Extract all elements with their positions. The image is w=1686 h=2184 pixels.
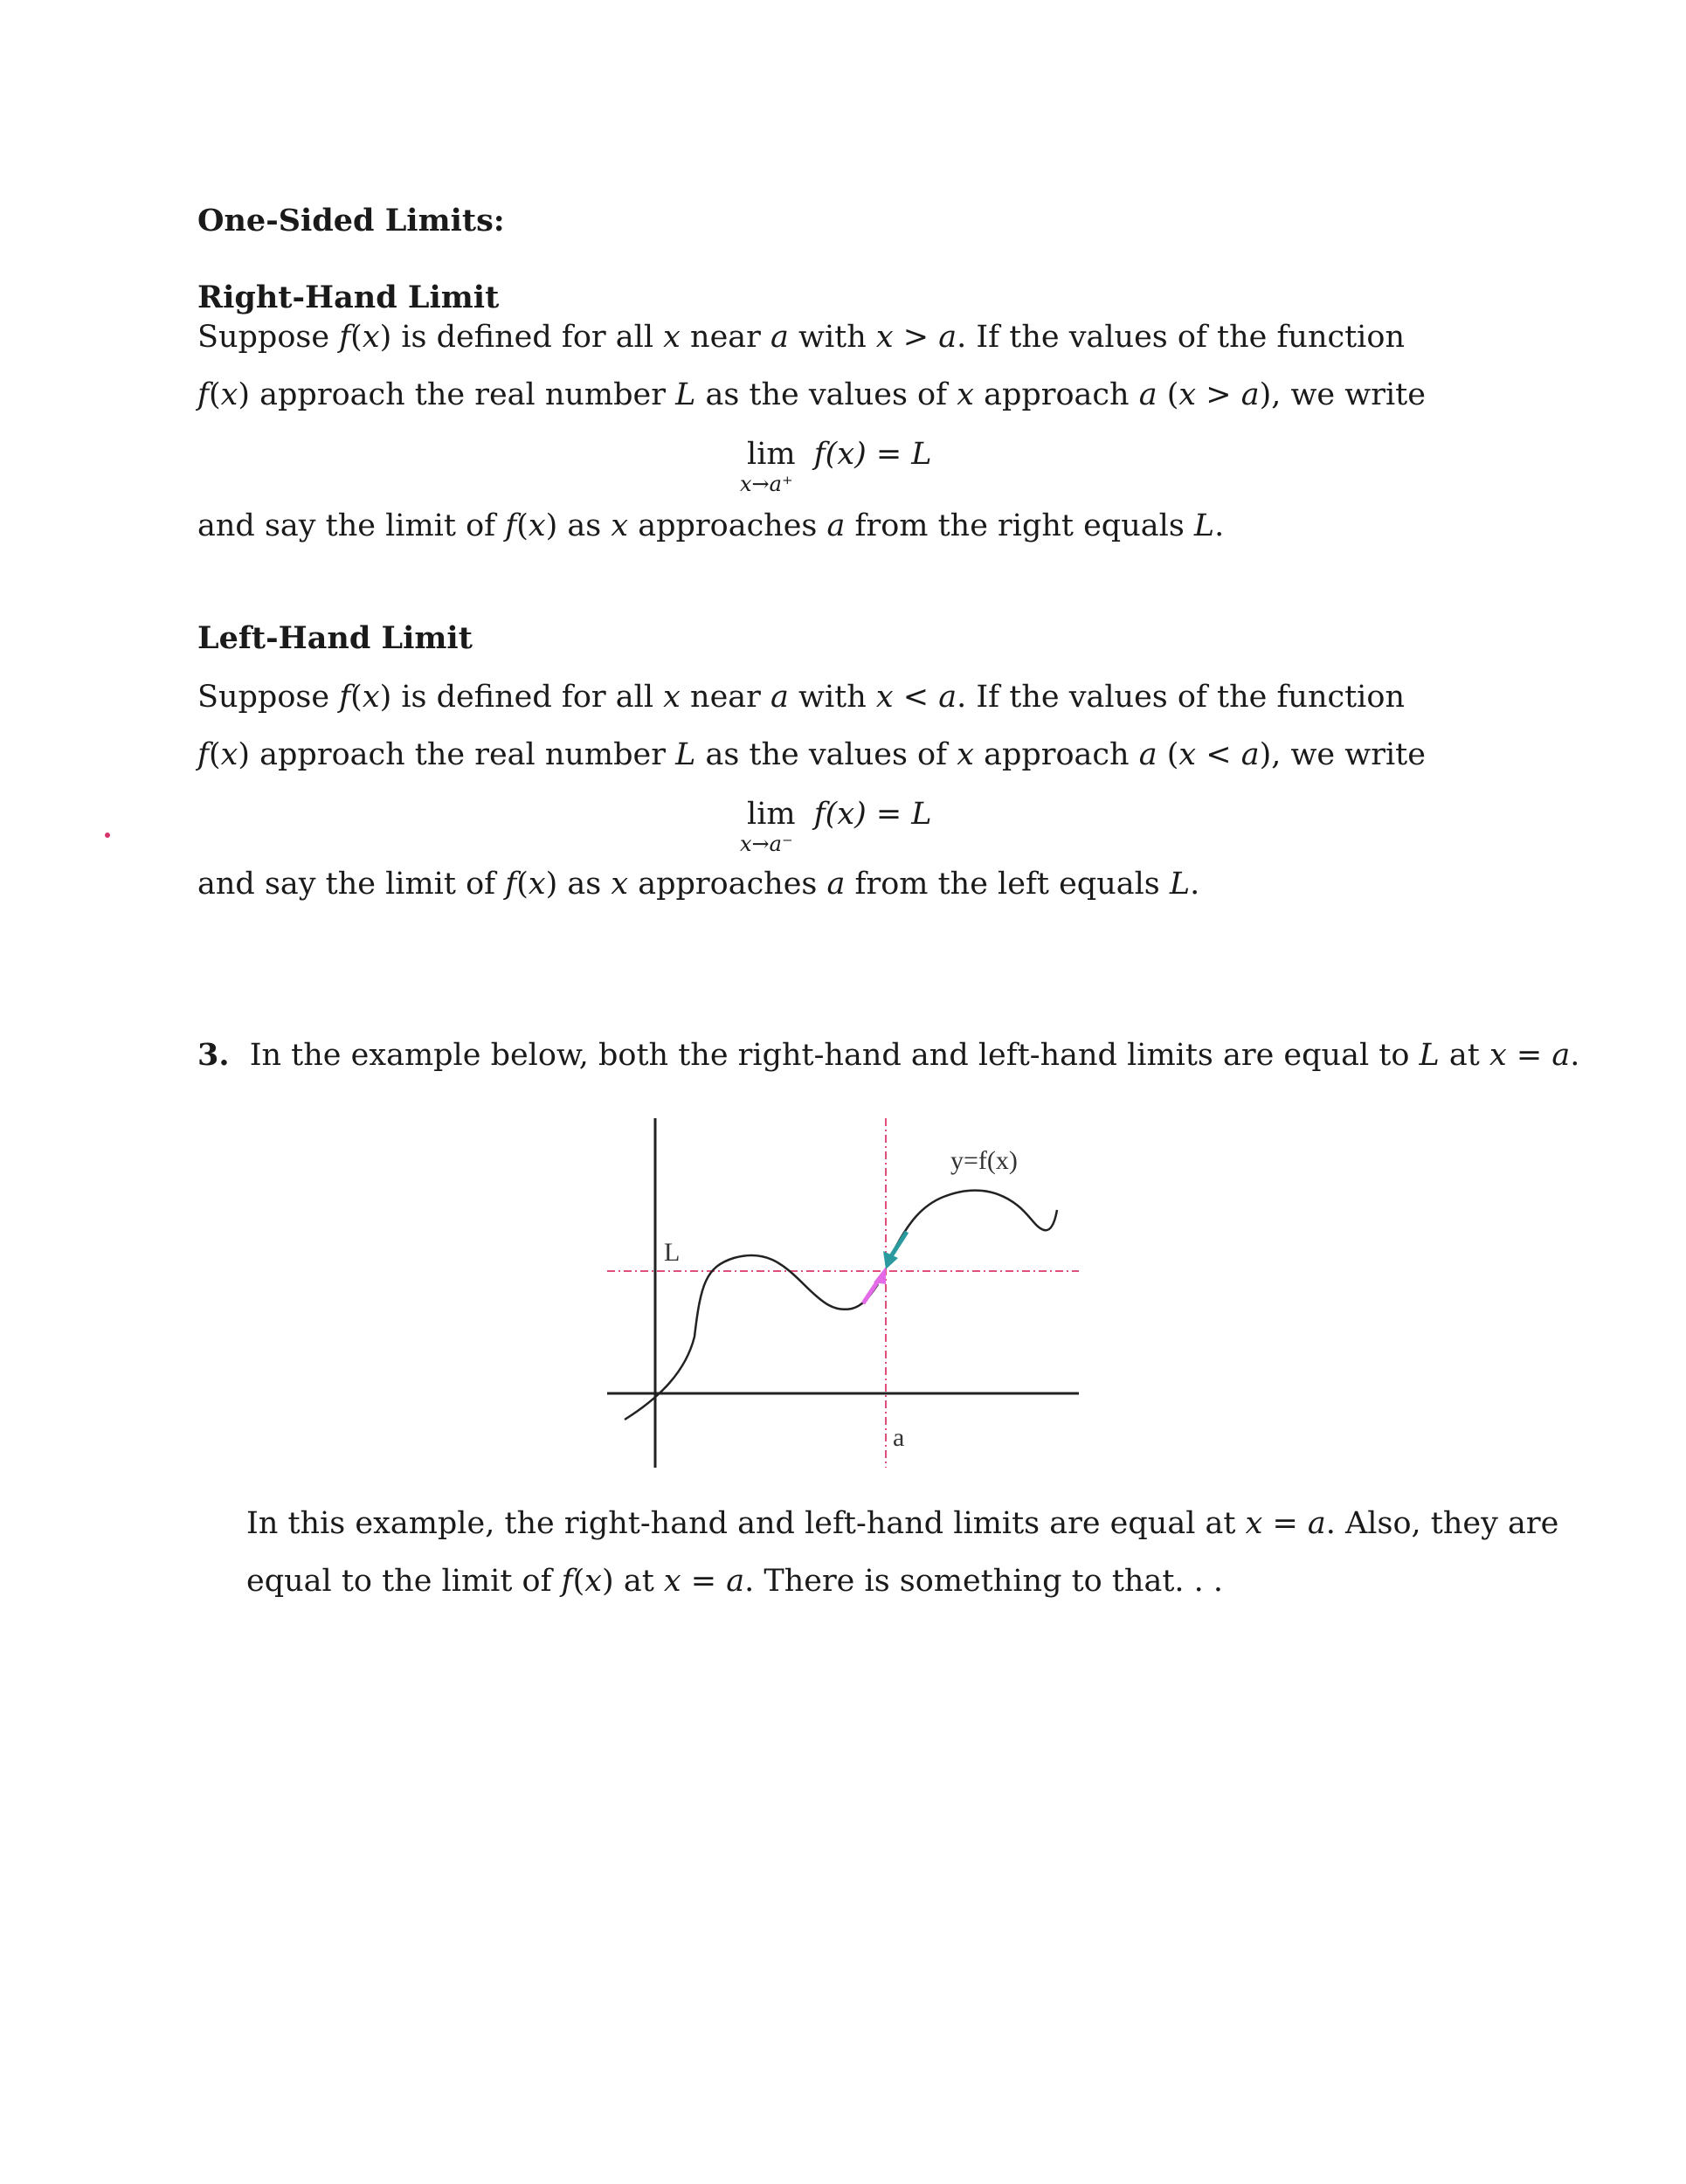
right-hand-formula bbox=[740, 435, 932, 496]
lim-subscript: x→a⁺ bbox=[740, 472, 793, 496]
left-hand-arrowhead bbox=[874, 1267, 886, 1284]
curve-right-branch bbox=[895, 1191, 1057, 1248]
lim-word: lim bbox=[747, 797, 796, 832]
left-hand-heading: Left-Hand Limit bbox=[197, 620, 473, 656]
right-hand-line-3: and say the limit of f(x) as x approaches a from the right equals L. bbox=[197, 508, 1225, 543]
L-label: L bbox=[664, 1238, 681, 1267]
curve-label: y=f(x) bbox=[950, 1146, 1018, 1175]
lim-subscript: x→a⁻ bbox=[740, 832, 793, 856]
page-title: One-Sided Limits: bbox=[197, 203, 505, 238]
curve-left-branch bbox=[625, 1255, 878, 1420]
right-hand-line-1: Suppose f(x) is defined for all x near a with x > a. If the values of the function bbox=[197, 320, 1405, 355]
example-number: 3. bbox=[197, 1037, 230, 1073]
example-3-statement: 3. In the example below, both the right-hand and left-hand limits are equal to L at x = a. bbox=[197, 1037, 1580, 1073]
conclusion-line-1: In this example, the right-hand and left-hand limits are equal at x = a. Also, they are bbox=[246, 1506, 1559, 1541]
lim-word: lim bbox=[747, 437, 796, 472]
right-hand-heading: Right-Hand Limit bbox=[197, 280, 500, 315]
formula-body: f(x) = L bbox=[813, 437, 932, 472]
limit-graph bbox=[594, 1109, 1083, 1476]
left-hand-line-2: f(x) approach the real number L as the values of x approach a (x < a), we write bbox=[197, 737, 1426, 772]
a-label: a bbox=[893, 1423, 905, 1452]
right-hand-line-2: f(x) approach the real number L as the values of x approach a (x > a), we write bbox=[197, 377, 1426, 412]
right-hand-arrow bbox=[891, 1232, 907, 1256]
left-hand-line-3: and say the limit of f(x) as x approaches a from the left equals L. bbox=[197, 867, 1200, 902]
left-hand-formula bbox=[740, 795, 932, 856]
conclusion-line-2: equal to the limit of f(x) at x = a. There is something to that. . . bbox=[246, 1564, 1224, 1599]
left-hand-line-1: Suppose f(x) is defined for all x near a with x < a. If the values of the function bbox=[197, 680, 1405, 715]
formula-body: f(x) = L bbox=[813, 797, 932, 832]
stray-dot bbox=[105, 833, 110, 838]
